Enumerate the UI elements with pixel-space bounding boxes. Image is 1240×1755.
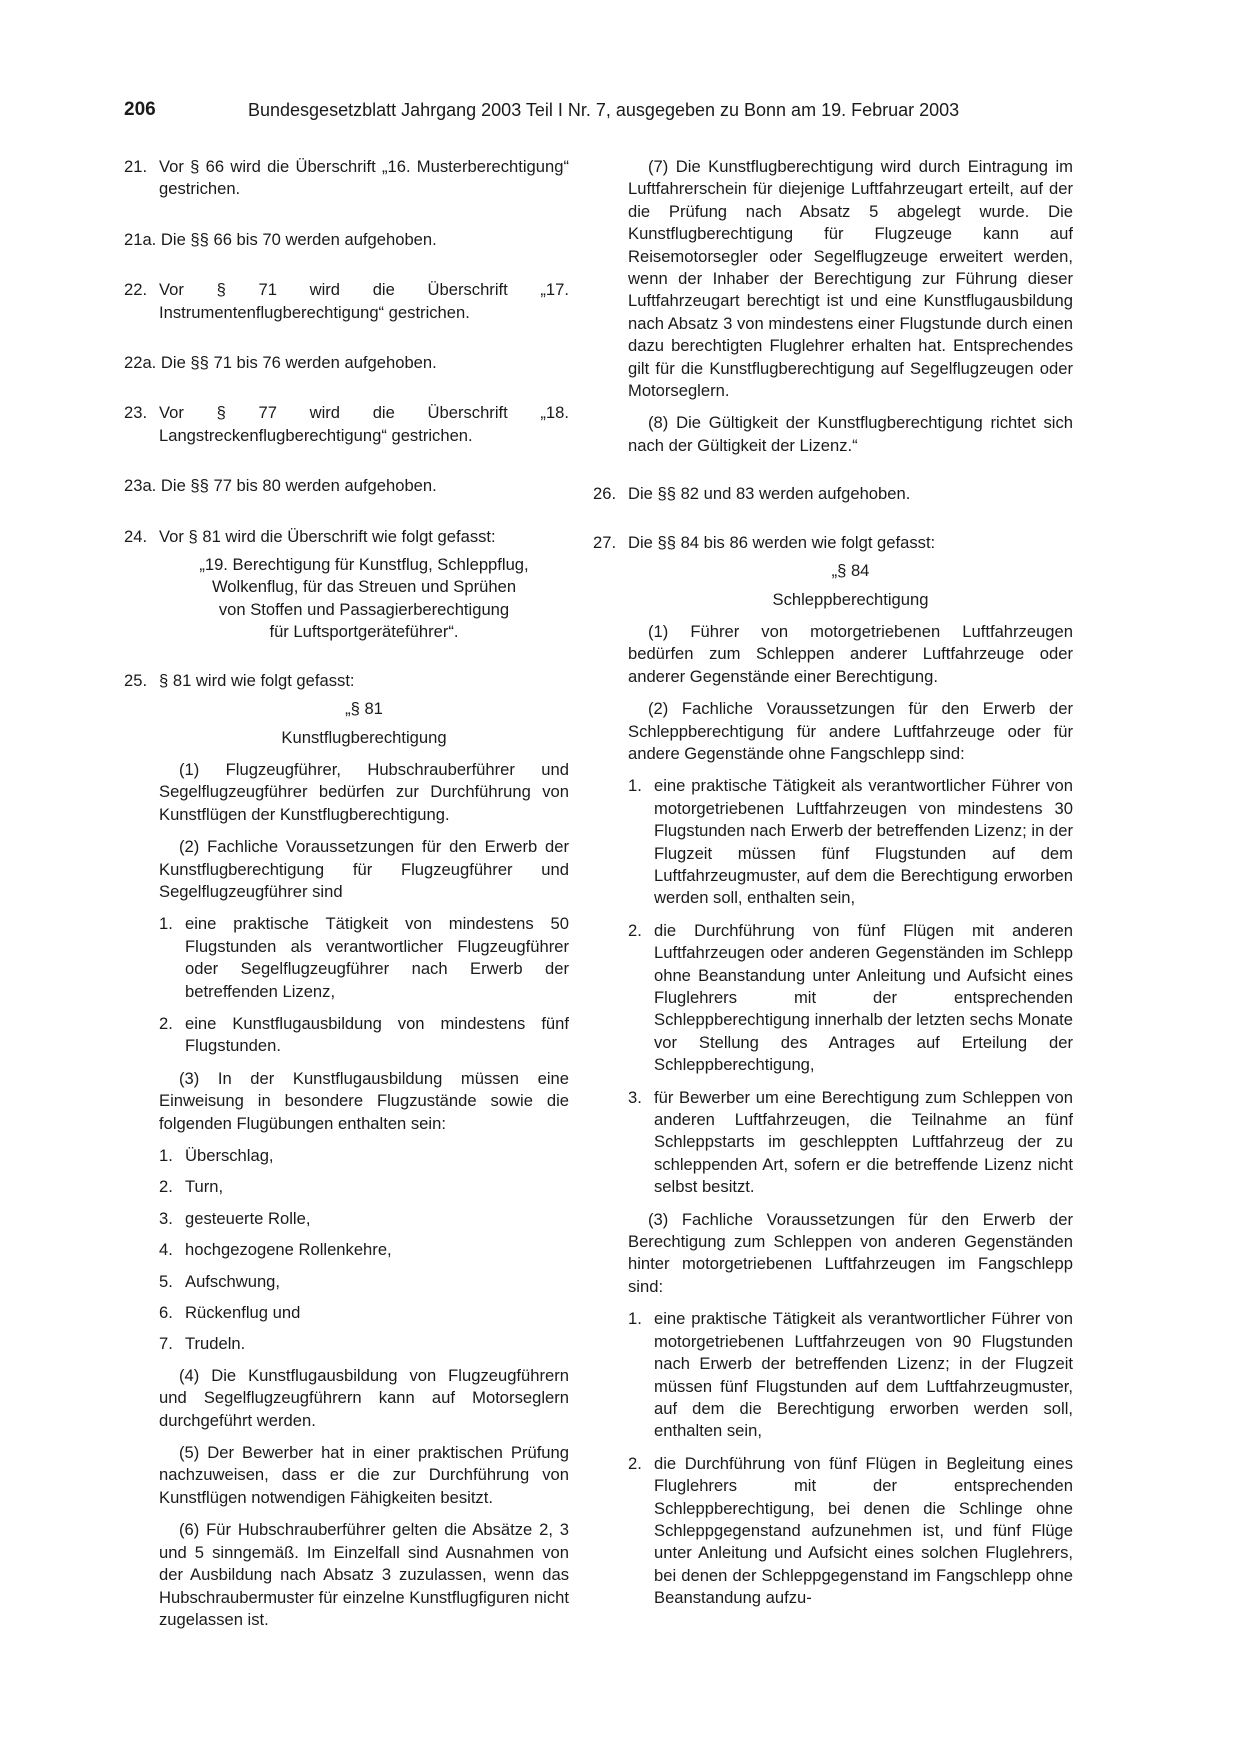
list-item xyxy=(159,1333,569,1355)
list-item xyxy=(159,1176,569,1198)
list-number: 5. xyxy=(159,1271,173,1291)
list-item xyxy=(159,1239,569,1261)
paragraph-8: (8) Die Gültigkeit der Kunstflugberechtigung richtet sich nach der Gültigkeit der Lizenz.“ xyxy=(628,413,1073,455)
item-text: § 81 wird wie folgt gefasst: xyxy=(159,670,355,690)
new-heading-quote xyxy=(159,554,569,644)
paragraph-1: (1) Flugzeugführer, Hubschrauberführer und Segelflugzeugführer bedürfen zur Durchführung von Kunstflügen der Kunstflugberechtigung. xyxy=(159,759,569,824)
list-number: 2. xyxy=(159,1177,173,1197)
item-23a: 23a. Die §§ 77 bis 80 werden aufgehoben. xyxy=(124,476,437,496)
paragraph-2: (2) Fachliche Voraussetzungen für den Erwerb der Kunstflugberechtigung für Flugzeugführer und Segelflugzeugführer sind xyxy=(159,837,569,901)
item-number: 25. xyxy=(124,670,148,690)
paragraph-s84-3: (3) Fachliche Voraussetzungen für den Erwerb der Berechtigung zum Schleppen von anderen Gegenständen hinter motorgetriebenen Luftfahrzeugen im Fangschlepp sind: xyxy=(628,1209,1073,1296)
list-item xyxy=(159,1145,569,1167)
list-number: 1. xyxy=(628,1309,642,1329)
list-text: die Durchführung von fünf Flügen mit anderen Luftfahrzeugen oder anderen Gegenständen im Schlepp ohne Beanstandung unter Anleitung und Aufsicht eines Fluglehrers mit der entsprechenden Schleppberechtigung innerhalb der letzten sechs Monate vor Stellung des Antrages auf Erteilung der Schleppberechtigung, xyxy=(654,920,1073,1075)
list-number: 2. xyxy=(628,920,642,940)
paragraph-5: (5) Der Bewerber hat in einer praktischen Prüfung nachzuweisen, dass er die zur Durchführung von Kunstflügen notwendigen Fähigkeiten besitzt. xyxy=(159,1443,569,1507)
list-item xyxy=(628,1453,1073,1610)
item-25 xyxy=(124,670,569,692)
section-81-title: Kunstflugberechtigung xyxy=(281,727,447,747)
list-item xyxy=(159,913,569,1003)
item-21 xyxy=(124,156,569,201)
list-text: Überschlag, xyxy=(185,1146,274,1165)
item-22 xyxy=(124,279,569,324)
item-23 xyxy=(124,402,569,447)
list-text: Rückenflug und xyxy=(185,1303,301,1323)
item-number: 22. xyxy=(124,280,148,300)
list-item xyxy=(628,1308,1073,1442)
list-number: 2. xyxy=(628,1453,642,1473)
item-22a: 22a. Die §§ 71 bis 76 werden aufgehoben. xyxy=(124,353,437,373)
list-number: 1. xyxy=(159,1146,173,1165)
list-number: 7. xyxy=(159,1334,173,1354)
list-text: eine Kunstflugausbildung von mindestens fünf Flugstunden. xyxy=(185,1013,569,1056)
list-text: die Durchführung von fünf Flügen in Begleitung eines Fluglehrers mit der entsprechenden Schleppberechtigung, bei denen die Schlinge ohne Schleppgegenstand aufzunehmen ist, und fünf Flüge unter Anleitung und Aufsicht eines solchen Fluglehrers, bei denen der Schleppgegenstand im Fangschlepp ohne Beanstandung aufzu- xyxy=(654,1453,1073,1608)
list-item xyxy=(628,920,1073,1077)
paragraph-s84-2: (2) Fachliche Voraussetzungen für den Erwerb der Schleppberechtigung für andere Luftfahrzeuge oder für andere Gegenstände ohne Fangschlepp sind: xyxy=(628,699,1073,763)
list-number: 3. xyxy=(628,1087,642,1107)
running-title: Bundesgesetzblatt Jahrgang 2003 Teil I Nr. 7, ausgegeben zu Bonn am 19. Februar 2003 xyxy=(248,100,960,120)
list-text: eine praktische Tätigkeit als verantwortlicher Führer von motorgetriebenen Luftfahrzeugen von 90 Flugstunden nach Erwerb der betreffenden Lizenz; in der Flugzeit müssen fünf Flugstunden auf dem Luftfahrzeugmuster, auf dem die Berechtigung erworben werden soll, enthalten sein, xyxy=(654,1309,1073,1441)
quote-line: für Luftsportgeräteführer“. xyxy=(269,622,459,642)
list-item xyxy=(159,1302,569,1324)
list-item xyxy=(628,775,1073,909)
list-item xyxy=(628,1087,1073,1199)
item-text: Die §§ 84 bis 86 werden wie folgt gefasst: xyxy=(628,532,936,552)
section-81-number: „§ 81 xyxy=(345,699,383,719)
item-text: Vor § 71 wird die Überschrift „17. Instrumentenflugberechtigung“ gestrichen. xyxy=(159,280,569,322)
item-26 xyxy=(593,483,1073,505)
list-text: hochgezogene Rollenkehre, xyxy=(185,1240,392,1260)
list-number: 1. xyxy=(159,914,173,934)
left-column xyxy=(124,156,569,1641)
item-text: Die §§ 82 und 83 werden aufgehoben. xyxy=(628,484,911,504)
paragraph-6: (6) Für Hubschrauberführer gelten die Absätze 2, 3 und 5 sinngemäß. Im Einzelfall sind Ausnahmen von der Ausbildung nach Absatz 3 zuzulassen, wenn das Hubschraubermuster für einzelne Kunstflugfiguren nicht zugelassen ist. xyxy=(159,1520,569,1629)
list-number: 4. xyxy=(159,1240,173,1260)
list-text: für Bewerber um eine Berechtigung zum Schleppen von anderen Luftfahrzeugen, die Teilnahme an fünf Schleppstarts im geschleppten Luftfahrzeug der zu schleppenden Art, sofern er die betreffende Lizenz nicht selbst besitzt. xyxy=(654,1087,1073,1197)
item-text: Vor § 77 wird die Überschrift „18. Langstreckenflugberechtigung“ gestrichen. xyxy=(159,403,569,445)
item-number: 23. xyxy=(124,403,148,423)
list-number: 2. xyxy=(159,1013,173,1033)
list-text: Turn, xyxy=(185,1177,224,1197)
paragraph-3: (3) In der Kunstflugausbildung müssen eine Einweisung in besondere Flugzustände sowie die folgenden Flugübungen enthalten sein: xyxy=(159,1068,569,1133)
item-text: Vor § 81 wird die Überschrift wie folgt gefasst: xyxy=(159,526,496,546)
list-text: eine praktische Tätigkeit von mindestens 50 Flugstunden als verantwortlicher Flugzeugführer oder Segelflugzeugführer nach Erwerb der betreffenden Lizenz, xyxy=(185,914,569,1001)
item-24 xyxy=(124,526,569,548)
section-84-title: Schleppberechtigung xyxy=(772,589,929,609)
quote-line: von Stoffen und Passagierberechtigung xyxy=(218,599,510,619)
list-number: 1. xyxy=(628,776,642,796)
list-item xyxy=(159,1271,569,1293)
paragraph-4: (4) Die Kunstflugausbildung von Flugzeugführern und Segelflugzeugführern kann auf Motorseglern durchgeführt werden. xyxy=(159,1365,569,1430)
list-text: Trudeln. xyxy=(185,1334,246,1354)
list-item xyxy=(159,1013,569,1058)
item-number: 24. xyxy=(124,526,148,546)
item-21a: 21a. Die §§ 66 bis 70 werden aufgehoben. xyxy=(124,229,437,249)
list-number: 3. xyxy=(159,1208,173,1228)
paragraph-s84-1: (1) Führer von motorgetriebenen Luftfahrzeugen bedürfen zum Schleppen anderer Luftfahrzeuge oder anderer Gegenstände einer Berechtigung. xyxy=(628,621,1073,686)
paragraph-7: (7) Die Kunstflugberechtigung wird durch Eintragung im Luftfahrerschein für diejenige Luftfahrzeugart erteilt, auf der die Prüfung nach Absatz 5 abgelegt wurde. Die Kunstflugberechtigung für Flugzeuge kann auf Reisemotorsegler oder Segelflugzeuge erweitert werden, wenn der Inhaber der Berechtigung zur Führung dieser Luftfahrzeugart berechtigt ist und eine Kunstflugausbildung nach Absatz 3 von mindestens einer Flugstunde durch einen dazu berechtigten Fluglehrer erhalten hat. Entsprechendes gilt für die Kunstflugberechtigung auf Segelflugzeugen oder Motorseglern. xyxy=(628,157,1073,401)
quote-line: Wolkenflug, für das Streuen und Sprühen xyxy=(211,577,517,597)
section-84-number: „§ 84 xyxy=(831,561,870,581)
list-text: eine praktische Tätigkeit als verantwortlicher Führer von motorgetriebenen Luftfahrzeugen von mindestens 30 Flugstunden nach Erwerb der betreffenden Lizenz; in der Flugzeit müssen fünf Flugstunden auf dem Luftfahrzeugmuster, auf dem die Berechtigung erworben werden soll, enthalten sein, xyxy=(654,776,1073,908)
item-27 xyxy=(593,532,1073,554)
item-number: 27. xyxy=(593,532,617,552)
list-text: Aufschwung, xyxy=(185,1271,281,1291)
item-text: Vor § 66 wird die Überschrift „16. Musterberechtigung“ gestrichen. xyxy=(159,157,569,199)
item-number: 26. xyxy=(593,484,617,504)
list-number: 6. xyxy=(159,1303,173,1323)
quote-line: „19. Berechtigung für Kunstflug, Schleppflug, xyxy=(199,555,529,575)
right-column xyxy=(593,156,1073,1620)
item-number: 21. xyxy=(124,157,148,176)
list-text: gesteuerte Rolle, xyxy=(185,1208,311,1228)
page-number: 206 xyxy=(124,99,156,120)
list-item xyxy=(159,1208,569,1230)
